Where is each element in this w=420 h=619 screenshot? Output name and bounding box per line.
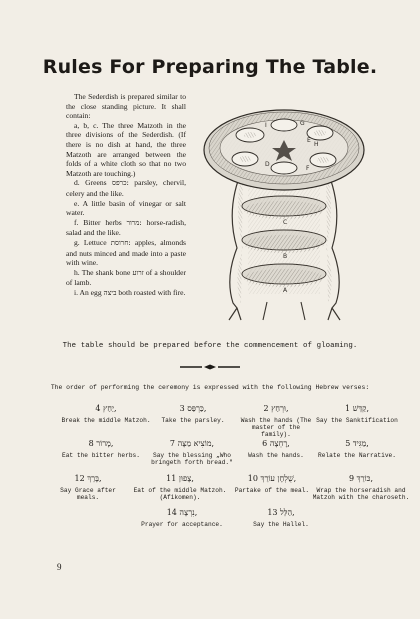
step-13 (246, 508, 316, 528)
step-translation: Eat of the middle Matzoh. (Afikomen). (133, 487, 227, 502)
item-d-label: d. Greens (74, 178, 107, 188)
step-4 (60, 404, 152, 424)
step-translation: Say the blessing „Who bringeth forth bread." (151, 452, 233, 467)
tier-letter: A (283, 287, 288, 294)
item-h-text: of a shoulder of lamb. (66, 267, 186, 288)
item-f-hebrew: מרור: (126, 218, 142, 227)
step-14 (140, 508, 224, 528)
item-h (66, 268, 186, 288)
plate-letter: D (265, 161, 270, 168)
item-f-label: f. Bitter herbs (74, 217, 122, 227)
step-8 (58, 439, 144, 459)
intro-paragraph: The Sederdish is prepared similar to the close standing picture. It shall contain: (66, 92, 186, 121)
step-translation: Break the middle Matzoh. (61, 417, 151, 424)
step-6 (236, 439, 316, 459)
step-hebrew: 5 מַגִּיד, (345, 439, 369, 448)
item-i (66, 288, 186, 299)
step-hebrew: 10 שֻׁלְחָן עוֹרֵךְ, (247, 474, 297, 483)
plate-letter: H (314, 141, 319, 148)
prepared-note: The table should be prepared before the commencement of gloaming. (62, 342, 358, 350)
step-11 (132, 474, 228, 501)
step-hebrew: 12 בָּרֵךְ, (74, 474, 102, 483)
step-translation: Say Grace after meals. (60, 487, 116, 502)
page-title: Rules For Preparing The Table. (42, 56, 378, 78)
item-i-label: i. An egg (74, 287, 102, 297)
plate-letter: I (265, 122, 267, 129)
tier-letter: B (283, 253, 288, 260)
step-hebrew: 8 מָרוֹר, (88, 439, 114, 448)
order-intro: The order of performing the ceremony is expressed with the following Hebrew verses: (50, 384, 370, 391)
item-h-hebrew: זרוע (132, 268, 144, 277)
step-12 (58, 474, 118, 501)
step-translation: Wash the hands (The master of the family). (240, 417, 312, 439)
item-f (66, 218, 186, 238)
item-d (66, 178, 186, 198)
intro-text (66, 92, 186, 298)
step-hebrew: 3 כַּרְפַּס, (179, 404, 207, 413)
item-f-text: horse-radish, salad and the like. (66, 217, 186, 238)
item-g-hebrew: חרוסת: (110, 238, 131, 247)
step-2 (236, 404, 316, 439)
step-translation: Wrap the horseradish and Matzoh with the charoseth. (312, 487, 410, 502)
item-h-label: h. The shank bone (74, 267, 131, 277)
step-translation: Say the Hallel. (253, 521, 309, 528)
step-hebrew: 6 רָחְצָה, (262, 439, 290, 448)
divider-ornament (180, 364, 240, 370)
seder-dish-illustration (203, 98, 366, 328)
step-hebrew: 9 כּוֹרֵךְ, (348, 474, 373, 483)
step-hebrew: 14 נִרְצָה, (166, 508, 198, 517)
item-i-text: both roasted with fire. (118, 287, 186, 297)
step-translation: Partake of the meal. (234, 487, 310, 494)
step-translation: Say the Sanktification (316, 417, 398, 424)
step-hebrew: 13 הַלֵּל, (267, 508, 295, 517)
item-d-text: parsley, chervil, celery and the like. (66, 178, 187, 198)
step-3 (156, 404, 230, 424)
step-10 (228, 474, 316, 494)
step-hebrew: 1 קַדֵּשׁ, (345, 404, 369, 413)
item-abc: a, b, c. The three Matzoth in the three divisions of the Sederdish. (If there is no dish at hand, the three Matzoth are arranged between the folds of a white cloth so that no two Matzoth are touching.) (66, 120, 186, 178)
step-translation: Relate the Narrative. (318, 452, 396, 459)
plate-letter: E (307, 137, 311, 144)
step-5 (312, 439, 402, 459)
plate-letter: G (300, 120, 305, 127)
item-i-hebrew: ביצה (103, 288, 117, 297)
step-hebrew: 2 וּרְחַץ, (263, 404, 289, 413)
item-e: e. A little basin of vinegar or salt water. (66, 198, 186, 218)
dish-top (204, 110, 364, 190)
step-translation: Eat the bitter herbs. (62, 452, 140, 459)
step-1 (312, 404, 402, 424)
plate-letter: F (306, 165, 310, 172)
step-translation: Take the parsley. (161, 417, 225, 424)
step-7 (146, 439, 238, 466)
dish-stand (229, 168, 340, 320)
step-translation: Prayer for acceptance. (141, 521, 223, 528)
step-translation: Wash the hands. (248, 452, 304, 459)
item-g-label: g. Lettuce (74, 237, 107, 247)
step-hebrew: 7 מוֹצִיא מַצָּה, (169, 439, 215, 448)
item-g (66, 238, 186, 268)
step-hebrew: 4 יַחַץ, (95, 404, 117, 413)
item-g-text: apples, almonds and nuts minced and made into a paste with wine. (66, 237, 186, 268)
step-hebrew: 11 צָפוּן, (166, 474, 194, 483)
page-number: 9 (57, 562, 62, 572)
step-9 (312, 474, 410, 501)
item-d-hebrew: כרפס: (112, 179, 129, 188)
tier-letter: C (283, 219, 288, 226)
